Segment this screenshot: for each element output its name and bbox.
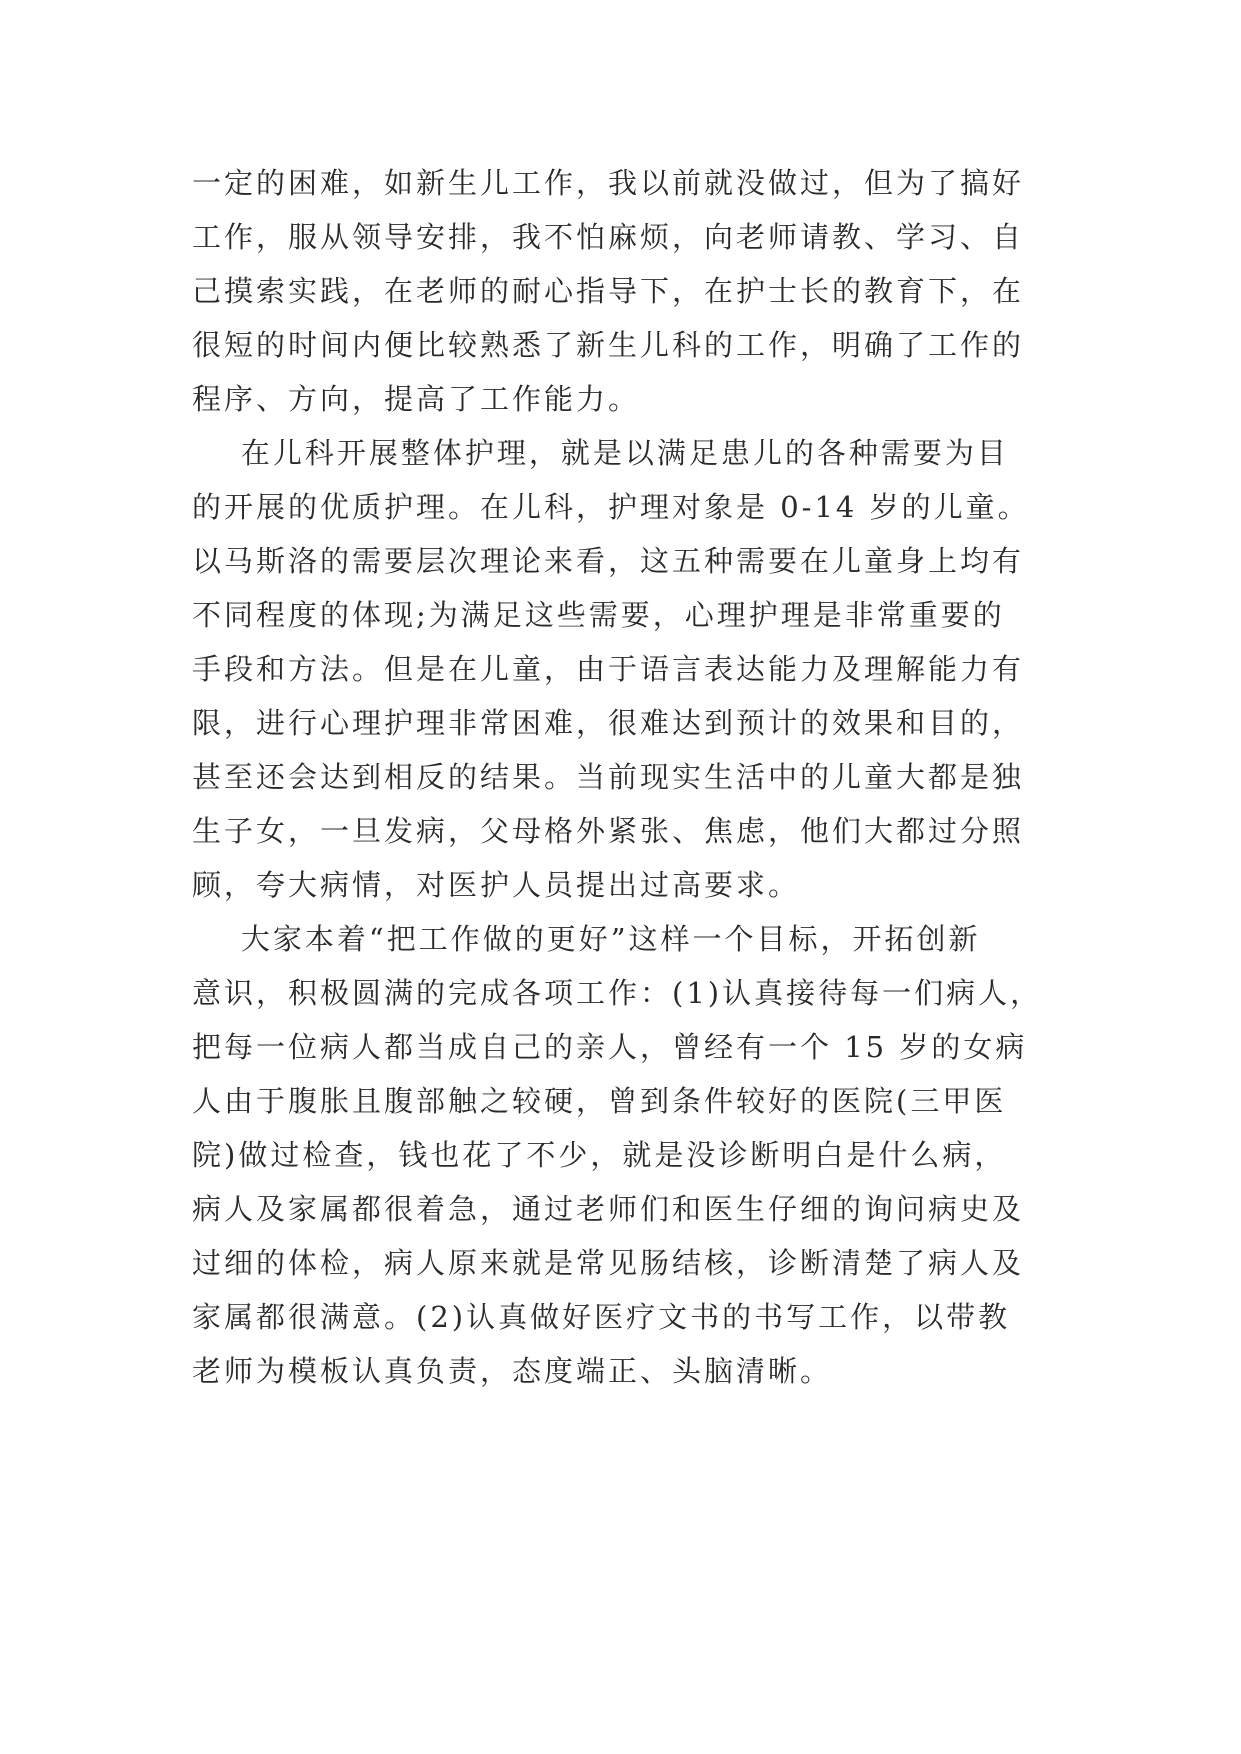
text-line: 病人及家属都很着急，通过老师们和医生仔细的询问病史及 xyxy=(192,1192,1025,1226)
text-line: 一定的困难，如新生儿工作，我以前就没做过，但为了搞好 xyxy=(192,166,1025,200)
text-line: 不同程度的体现;为满足这些需要，心理护理是非常重要的 xyxy=(192,598,1005,632)
body-text xyxy=(192,156,1062,1398)
paragraph xyxy=(192,912,1062,1398)
text-line: 限，进行心理护理非常困难，很难达到预计的效果和目的， xyxy=(192,706,1025,740)
text-line: 甚至还会达到相反的结果。当前现实生活中的儿童大都是独 xyxy=(192,760,1025,794)
text-line: 己摸索实践，在老师的耐心指导下，在护士长的教育下，在 xyxy=(192,274,1025,308)
text-line: 意识，积极圆满的完成各项工作：(1)认真接待每一们病人， xyxy=(192,976,1043,1010)
paragraph xyxy=(192,156,1062,426)
text-line: 家属都很满意。(2)认真做好医疗文书的书写工作，以带教 xyxy=(192,1300,1011,1334)
text-line: 把每一位病人都当成自己的亲人，曾经有一个 15 岁的女病 xyxy=(192,1030,1028,1064)
text-line: 顾，夸大病情，对医护人员提出过高要求。 xyxy=(192,868,801,902)
text-line: 在儿科开展整体护理，就是以满足患儿的各种需要为目 xyxy=(192,436,1009,470)
text-line: 程序、方向，提高了工作能力。 xyxy=(192,382,641,416)
text-line: 大家本着“把工作做的更好”这样一个目标，开拓创新 xyxy=(192,922,981,956)
text-line: 的开展的优质护理。在儿科，护理对象是 0-14 岁的儿童。 xyxy=(192,490,1030,524)
text-line: 老师为模板认真负责，态度端正、头脑清晰。 xyxy=(192,1354,833,1388)
text-line: 手段和方法。但是在儿童，由于语言表达能力及理解能力有 xyxy=(192,652,1025,686)
text-line: 院)做过检查，钱也花了不少，就是没诊断明白是什么病， xyxy=(192,1138,1007,1172)
text-line: 很短的时间内便比较熟悉了新生儿科的工作，明确了工作的 xyxy=(192,328,1025,362)
paragraph xyxy=(192,426,1062,912)
text-line: 以马斯洛的需要层次理论来看，这五种需要在儿童身上均有 xyxy=(192,544,1025,578)
text-line: 工作，服从领导安排，我不怕麻烦，向老师请教、学习、自 xyxy=(192,220,1025,254)
text-line: 人由于腹胀且腹部触之较硬，曾到条件较好的医院(三甲医 xyxy=(192,1084,1007,1118)
text-line: 过细的体检，病人原来就是常见肠结核，诊断清楚了病人及 xyxy=(192,1246,1025,1280)
text-line: 生子女，一旦发病，父母格外紧张、焦虑，他们大都过分照 xyxy=(192,814,1025,848)
